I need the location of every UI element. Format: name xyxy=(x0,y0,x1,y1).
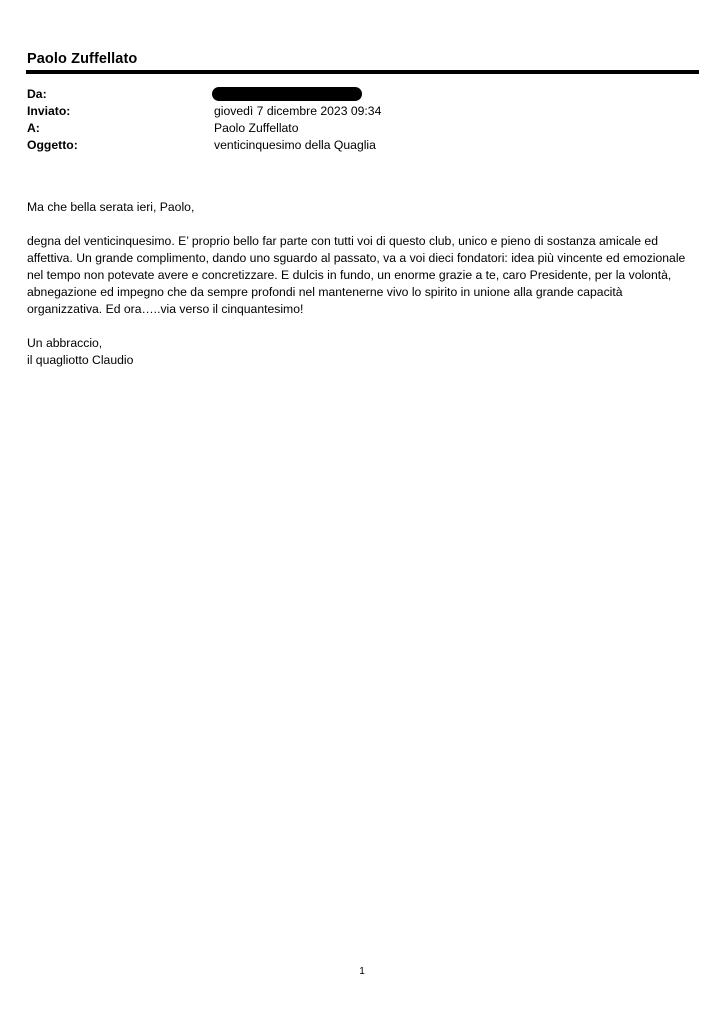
header-row-subject xyxy=(27,137,687,154)
header-label: Inviato: xyxy=(27,104,71,118)
sender-name-heading: Paolo Zuffellato xyxy=(27,51,138,67)
email-signoff xyxy=(27,335,699,369)
header-label: A: xyxy=(27,121,40,135)
email-closing: Un abbraccio, xyxy=(27,336,103,350)
header-row-to xyxy=(27,120,687,137)
body-line: organizzativa. Ed ora…..via verso il cinquantesimo! xyxy=(27,302,304,316)
body-line: affettiva. Un grande complimento, dando uno sguardo al passato, va a voi dieci fondatori: idea più vincente ed emozionale xyxy=(27,251,686,265)
email-signature: il quagliotto Claudio xyxy=(27,353,134,367)
email-header-fields xyxy=(27,86,687,154)
email-body xyxy=(27,199,699,386)
header-divider xyxy=(26,70,699,74)
header-row-from xyxy=(27,86,687,103)
header-value-recipient: Paolo Zuffellato xyxy=(214,121,299,135)
redacted-sender-address xyxy=(212,87,362,101)
body-line: abnegazione ed impegno che da sempre profondi nel mantenerne vivo lo spirito in unione alla grande capacità xyxy=(27,285,623,299)
header-value-sent-date: giovedì 7 dicembre 2023 09:34 xyxy=(214,104,382,118)
email-paragraph xyxy=(27,233,699,318)
header-value-subject: venticinquesimo della Quaglia xyxy=(214,138,376,152)
body-line: nel tempo non potevate avere e concretizzare. E dulcis in fundo, un enorme grazie a te, caro Presidente, per la volontà, xyxy=(27,268,672,282)
email-greeting: Ma che bella serata ieri, Paolo, xyxy=(27,200,195,214)
header-label: Oggetto: xyxy=(27,138,78,152)
header-row-sent xyxy=(27,103,687,120)
header-label: Da: xyxy=(27,87,47,101)
page-number: 1 xyxy=(359,966,365,977)
body-line: degna del venticinquesimo. E’ proprio bello far parte con tutti voi di questo club, unico e pieno di sostanza amicale ed xyxy=(27,234,658,248)
